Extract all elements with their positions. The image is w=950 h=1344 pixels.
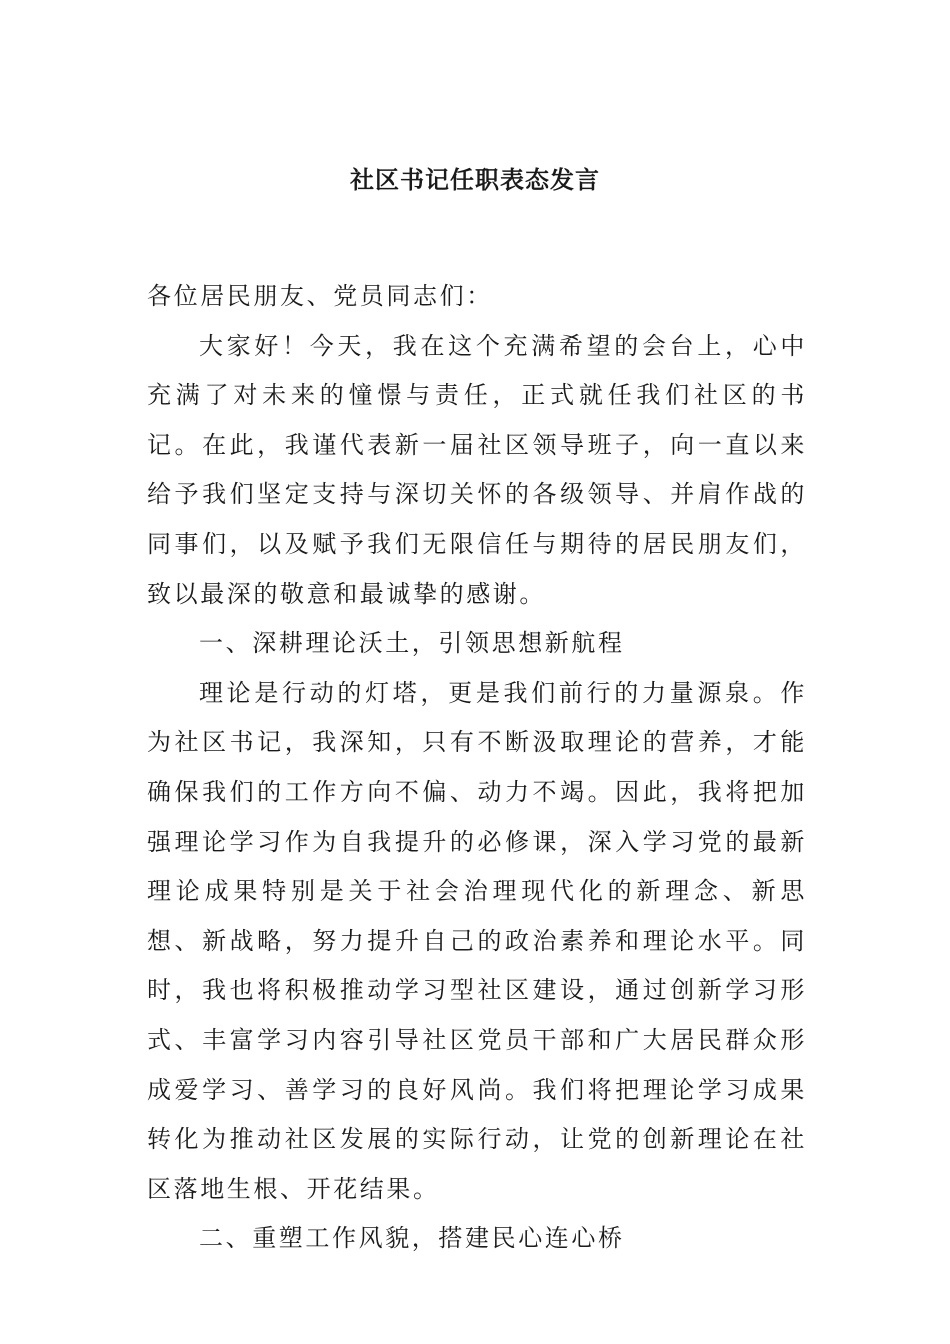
document-title: 社区书记任职表态发言 bbox=[350, 165, 600, 194]
section-heading-2: 二、重塑工作风貌，搭建民心连心桥 bbox=[199, 1224, 625, 1253]
section-heading-1: 一、深耕理论沃土，引领思想新航程 bbox=[199, 629, 625, 658]
document-body bbox=[147, 272, 807, 1264]
paragraph-opening: 大家好！今天，我在这个充满希望的会台上，心中充满了对未来的憧憬与责任，正式就任我们社区的书记。在此，我谨代表新一届社区领导班子，向一直以来给予我们坚定支持与深切关怀的各级领导、并肩作战的同事们，以及赋予我们无限信任与期待的居民朋友们，致以最深的敬意和最诚挚的感谢。 bbox=[147, 331, 807, 608]
salutation: 各位居民朋友、党员同志们： bbox=[147, 282, 493, 310]
paragraph-section-1: 理论是行动的灯塔，更是我们前行的力量源泉。作为社区书记，我深知，只有不断汲取理论的营养，才能确保我们的工作方向不偏、动力不竭。因此，我将把加强理论学习作为自我提升的必修课，深入学习党的最新理论成果特别是关于社会治理现代化的新理念、新思想、新战略，努力提升自己的政治素养和理论水平。同时，我也将积极推动学习型社区建设，通过创新学习形式、丰富学习内容引导社区党员干部和广大居民群众形成爱学习、善学习的良好风尚。我们将把理论学习成果转化为推动社区发展的实际行动，让党的创新理论在社区落地生根、开花结果。 bbox=[147, 678, 807, 1203]
